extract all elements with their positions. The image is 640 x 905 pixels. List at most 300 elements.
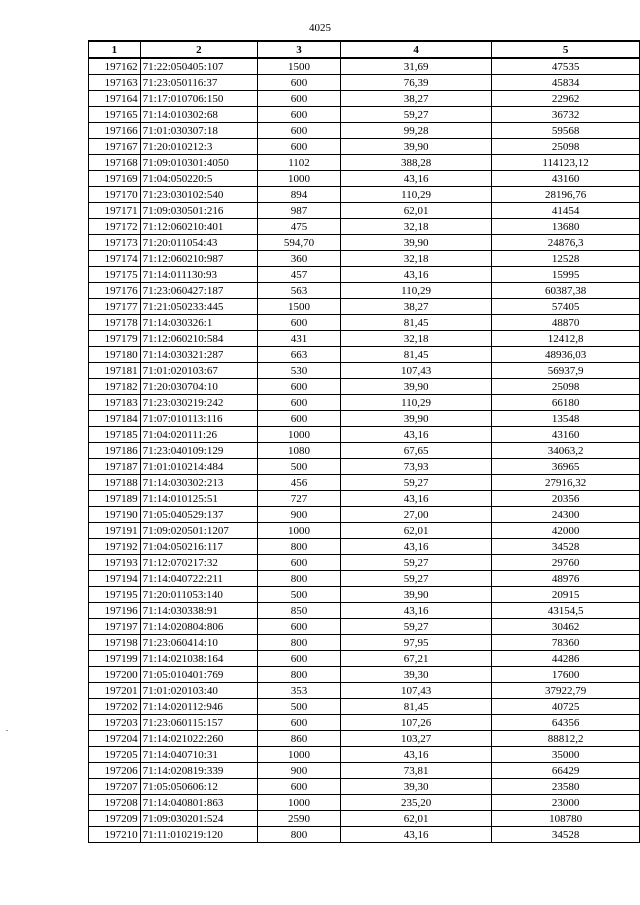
rate-cell: 107,26 [340, 715, 491, 731]
value-cell: 23000 [492, 795, 640, 811]
table-row [89, 491, 640, 507]
row-number-cell: 197179 [89, 331, 141, 347]
cadastral-number-cell: 71:17:010706:150 [140, 91, 257, 107]
value-cell: 12528 [492, 251, 640, 267]
row-number-cell: 197208 [89, 795, 141, 811]
row-number-cell: 197173 [89, 235, 141, 251]
area-cell: 1000 [258, 427, 341, 443]
table-row [89, 603, 640, 619]
row-number-cell: 197195 [89, 587, 141, 603]
area-cell: 1080 [258, 443, 341, 459]
area-cell: 663 [258, 347, 341, 363]
area-cell: 800 [258, 539, 341, 555]
table-row [89, 827, 640, 843]
value-cell: 114123,12 [492, 155, 640, 171]
cadastral-number-cell: 71:01:030307:18 [140, 123, 257, 139]
rate-cell: 107,43 [340, 363, 491, 379]
row-number-cell: 197167 [89, 139, 141, 155]
value-cell: 43160 [492, 427, 640, 443]
area-cell: 2590 [258, 811, 341, 827]
cadastral-number-cell: 71:12:060210:584 [140, 331, 257, 347]
rate-cell: 43,16 [340, 267, 491, 283]
cadastral-number-cell: 71:23:050116:37 [140, 75, 257, 91]
value-cell: 42000 [492, 523, 640, 539]
table-row [89, 251, 640, 267]
value-cell: 36732 [492, 107, 640, 123]
area-cell: 431 [258, 331, 341, 347]
row-number-cell: 197203 [89, 715, 141, 731]
rate-cell: 107,43 [340, 683, 491, 699]
value-cell: 40725 [492, 699, 640, 715]
value-cell: 66429 [492, 763, 640, 779]
row-number-cell: 197191 [89, 523, 141, 539]
value-cell: 78360 [492, 635, 640, 651]
value-cell: 12412,8 [492, 331, 640, 347]
value-cell: 29760 [492, 555, 640, 571]
cadastral-number-cell: 71:12:060210:401 [140, 219, 257, 235]
value-cell: 30462 [492, 619, 640, 635]
row-number-cell: 197172 [89, 219, 141, 235]
row-number-cell: 197209 [89, 811, 141, 827]
cadastral-number-cell: 71:20:030704:10 [140, 379, 257, 395]
cadastral-number-cell: 71:01:020103:40 [140, 683, 257, 699]
row-number-cell: 197169 [89, 171, 141, 187]
cadastral-number-cell: 71:09:030201:524 [140, 811, 257, 827]
rate-cell: 31,69 [340, 58, 491, 75]
value-cell: 64356 [492, 715, 640, 731]
table-row [89, 795, 640, 811]
value-cell: 23580 [492, 779, 640, 795]
table-row [89, 475, 640, 491]
column-header-4: 4 [340, 41, 491, 58]
table-row [89, 123, 640, 139]
cadastral-number-cell: 71:23:060427:187 [140, 283, 257, 299]
cadastral-number-cell: 71:14:010302:68 [140, 107, 257, 123]
table-row [89, 763, 640, 779]
area-cell: 500 [258, 459, 341, 475]
area-cell: 456 [258, 475, 341, 491]
table-row [89, 315, 640, 331]
area-cell: 594,70 [258, 235, 341, 251]
table-body [89, 58, 640, 843]
row-number-cell: 197175 [89, 267, 141, 283]
cadastral-number-cell: 71:04:050220:5 [140, 171, 257, 187]
row-number-cell: 197185 [89, 427, 141, 443]
value-cell: 24300 [492, 507, 640, 523]
cadastral-number-cell: 71:01:010214:484 [140, 459, 257, 475]
rate-cell: 62,01 [340, 203, 491, 219]
row-number-cell: 197181 [89, 363, 141, 379]
cadastral-number-cell: 71:20:011053:140 [140, 587, 257, 603]
cadastral-number-cell: 71:14:020804:806 [140, 619, 257, 635]
area-cell: 600 [258, 619, 341, 635]
area-cell: 900 [258, 763, 341, 779]
cadastral-number-cell: 71:14:040710:31 [140, 747, 257, 763]
registry-table [88, 40, 640, 843]
rate-cell: 97,95 [340, 635, 491, 651]
area-cell: 475 [258, 219, 341, 235]
margin-mark [6, 730, 8, 731]
table-row [89, 347, 640, 363]
row-number-cell: 197190 [89, 507, 141, 523]
rate-cell: 110,29 [340, 187, 491, 203]
value-cell: 56937,9 [492, 363, 640, 379]
value-cell: 43160 [492, 171, 640, 187]
value-cell: 47535 [492, 58, 640, 75]
cadastral-number-cell: 71:14:040722:211 [140, 571, 257, 587]
rate-cell: 39,90 [340, 379, 491, 395]
row-number-cell: 197180 [89, 347, 141, 363]
rate-cell: 110,29 [340, 283, 491, 299]
rate-cell: 43,16 [340, 603, 491, 619]
table-row [89, 507, 640, 523]
table-row [89, 427, 640, 443]
rate-cell: 59,27 [340, 619, 491, 635]
row-number-cell: 197192 [89, 539, 141, 555]
area-cell: 563 [258, 283, 341, 299]
value-cell: 13548 [492, 411, 640, 427]
rate-cell: 59,27 [340, 555, 491, 571]
area-cell: 600 [258, 315, 341, 331]
cadastral-number-cell: 71:22:050405:107 [140, 58, 257, 75]
table-row [89, 203, 640, 219]
value-cell: 34528 [492, 827, 640, 843]
area-cell: 600 [258, 395, 341, 411]
table-row [89, 651, 640, 667]
area-cell: 600 [258, 75, 341, 91]
table-row [89, 331, 640, 347]
value-cell: 20915 [492, 587, 640, 603]
row-number-cell: 197170 [89, 187, 141, 203]
area-cell: 600 [258, 411, 341, 427]
table-row [89, 667, 640, 683]
value-cell: 57405 [492, 299, 640, 315]
area-cell: 727 [258, 491, 341, 507]
rate-cell: 43,16 [340, 747, 491, 763]
cadastral-number-cell: 71:14:020819:339 [140, 763, 257, 779]
cadastral-number-cell: 71:09:010301:4050 [140, 155, 257, 171]
cadastral-number-cell: 71:14:040801:863 [140, 795, 257, 811]
cadastral-number-cell: 71:14:021022:260 [140, 731, 257, 747]
table-row [89, 587, 640, 603]
rate-cell: 39,90 [340, 235, 491, 251]
area-cell: 530 [258, 363, 341, 379]
cadastral-number-cell: 71:05:040529:137 [140, 507, 257, 523]
table-row [89, 699, 640, 715]
table-row [89, 635, 640, 651]
value-cell: 15995 [492, 267, 640, 283]
cadastral-number-cell: 71:11:010219:120 [140, 827, 257, 843]
value-cell: 24876,3 [492, 235, 640, 251]
value-cell: 43154,5 [492, 603, 640, 619]
value-cell: 108780 [492, 811, 640, 827]
rate-cell: 43,16 [340, 427, 491, 443]
value-cell: 34063,2 [492, 443, 640, 459]
table-row [89, 283, 640, 299]
page-number: 4025 [309, 22, 331, 34]
area-cell: 600 [258, 555, 341, 571]
column-header-2: 2 [140, 41, 257, 58]
row-number-cell: 197188 [89, 475, 141, 491]
rate-cell: 39,90 [340, 411, 491, 427]
header-row [89, 41, 640, 58]
value-cell: 45834 [492, 75, 640, 91]
rate-cell: 32,18 [340, 331, 491, 347]
rate-cell: 32,18 [340, 219, 491, 235]
rate-cell: 73,81 [340, 763, 491, 779]
cadastral-number-cell: 71:20:010212:3 [140, 139, 257, 155]
table-row [89, 58, 640, 75]
table-row [89, 299, 640, 315]
cadastral-number-cell: 71:23:040109:129 [140, 443, 257, 459]
rate-cell: 62,01 [340, 523, 491, 539]
cadastral-number-cell: 71:21:050233:445 [140, 299, 257, 315]
cadastral-number-cell: 71:14:020112:946 [140, 699, 257, 715]
rate-cell: 81,45 [340, 699, 491, 715]
value-cell: 22962 [492, 91, 640, 107]
table-row [89, 75, 640, 91]
rate-cell: 43,16 [340, 171, 491, 187]
rate-cell: 38,27 [340, 299, 491, 315]
cadastral-number-cell: 71:14:030321:287 [140, 347, 257, 363]
value-cell: 41454 [492, 203, 640, 219]
area-cell: 600 [258, 107, 341, 123]
table-row [89, 139, 640, 155]
area-cell: 1102 [258, 155, 341, 171]
table-row [89, 91, 640, 107]
row-number-cell: 197199 [89, 651, 141, 667]
area-cell: 1000 [258, 171, 341, 187]
row-number-cell: 197207 [89, 779, 141, 795]
area-cell: 353 [258, 683, 341, 699]
cadastral-number-cell: 71:07:010113:116 [140, 411, 257, 427]
area-cell: 1000 [258, 795, 341, 811]
area-cell: 500 [258, 587, 341, 603]
row-number-cell: 197210 [89, 827, 141, 843]
table-row [89, 571, 640, 587]
row-number-cell: 197189 [89, 491, 141, 507]
row-number-cell: 197165 [89, 107, 141, 123]
area-cell: 1000 [258, 747, 341, 763]
area-cell: 900 [258, 507, 341, 523]
rate-cell: 43,16 [340, 827, 491, 843]
row-number-cell: 197198 [89, 635, 141, 651]
value-cell: 35000 [492, 747, 640, 763]
area-cell: 1500 [258, 58, 341, 75]
area-cell: 600 [258, 651, 341, 667]
column-header-5: 5 [492, 41, 640, 58]
row-number-cell: 197196 [89, 603, 141, 619]
cadastral-number-cell: 71:14:021038:164 [140, 651, 257, 667]
cadastral-number-cell: 71:23:030219:242 [140, 395, 257, 411]
area-cell: 600 [258, 715, 341, 731]
table-row [89, 683, 640, 699]
rate-cell: 62,01 [340, 811, 491, 827]
area-cell: 600 [258, 123, 341, 139]
value-cell: 48870 [492, 315, 640, 331]
table-row [89, 219, 640, 235]
column-header-1: 1 [89, 41, 141, 58]
rate-cell: 39,30 [340, 667, 491, 683]
value-cell: 37922,79 [492, 683, 640, 699]
table-row [89, 715, 640, 731]
row-number-cell: 197202 [89, 699, 141, 715]
value-cell: 25098 [492, 139, 640, 155]
row-number-cell: 197184 [89, 411, 141, 427]
table-row [89, 155, 640, 171]
row-number-cell: 197193 [89, 555, 141, 571]
area-cell: 894 [258, 187, 341, 203]
table-row [89, 779, 640, 795]
rate-cell: 235,20 [340, 795, 491, 811]
table-row [89, 539, 640, 555]
table-row [89, 459, 640, 475]
row-number-cell: 197186 [89, 443, 141, 459]
area-cell: 800 [258, 667, 341, 683]
area-cell: 600 [258, 379, 341, 395]
cadastral-number-cell: 71:05:050606:12 [140, 779, 257, 795]
table-row [89, 411, 640, 427]
row-number-cell: 197168 [89, 155, 141, 171]
area-cell: 457 [258, 267, 341, 283]
rate-cell: 39,30 [340, 779, 491, 795]
cadastral-number-cell: 71:12:060210:987 [140, 251, 257, 267]
value-cell: 27916,32 [492, 475, 640, 491]
area-cell: 600 [258, 779, 341, 795]
rate-cell: 73,93 [340, 459, 491, 475]
rate-cell: 99,28 [340, 123, 491, 139]
value-cell: 44286 [492, 651, 640, 667]
area-cell: 987 [258, 203, 341, 219]
rate-cell: 110,29 [340, 395, 491, 411]
cadastral-number-cell: 71:14:010125:51 [140, 491, 257, 507]
value-cell: 17600 [492, 667, 640, 683]
table-row [89, 747, 640, 763]
table-row [89, 811, 640, 827]
area-cell: 1500 [258, 299, 341, 315]
row-number-cell: 197182 [89, 379, 141, 395]
value-cell: 34528 [492, 539, 640, 555]
rate-cell: 59,27 [340, 475, 491, 491]
row-number-cell: 197187 [89, 459, 141, 475]
row-number-cell: 197206 [89, 763, 141, 779]
row-number-cell: 197194 [89, 571, 141, 587]
area-cell: 800 [258, 571, 341, 587]
rate-cell: 43,16 [340, 539, 491, 555]
cadastral-number-cell: 71:23:060414:10 [140, 635, 257, 651]
row-number-cell: 197166 [89, 123, 141, 139]
rate-cell: 388,28 [340, 155, 491, 171]
value-cell: 48936,03 [492, 347, 640, 363]
rate-cell: 76,39 [340, 75, 491, 91]
row-number-cell: 197163 [89, 75, 141, 91]
table-row [89, 619, 640, 635]
cadastral-number-cell: 71:01:020103:67 [140, 363, 257, 379]
area-cell: 800 [258, 635, 341, 651]
value-cell: 48976 [492, 571, 640, 587]
table-row [89, 555, 640, 571]
table-row [89, 443, 640, 459]
rate-cell: 59,27 [340, 107, 491, 123]
area-cell: 600 [258, 91, 341, 107]
area-cell: 360 [258, 251, 341, 267]
area-cell: 500 [258, 699, 341, 715]
value-cell: 13680 [492, 219, 640, 235]
rate-cell: 39,90 [340, 587, 491, 603]
cadastral-number-cell: 71:20:011054:43 [140, 235, 257, 251]
cadastral-number-cell: 71:04:050216:117 [140, 539, 257, 555]
rate-cell: 59,27 [340, 571, 491, 587]
cadastral-number-cell: 71:14:030338:91 [140, 603, 257, 619]
rate-cell: 67,21 [340, 651, 491, 667]
table-row [89, 731, 640, 747]
row-number-cell: 197183 [89, 395, 141, 411]
table-row [89, 171, 640, 187]
table-row [89, 107, 640, 123]
column-header-3: 3 [258, 41, 341, 58]
cadastral-number-cell: 71:14:030326:1 [140, 315, 257, 331]
row-number-cell: 197177 [89, 299, 141, 315]
rate-cell: 38,27 [340, 91, 491, 107]
row-number-cell: 197174 [89, 251, 141, 267]
row-number-cell: 197164 [89, 91, 141, 107]
table-row [89, 187, 640, 203]
cadastral-number-cell: 71:14:030302:213 [140, 475, 257, 491]
value-cell: 88812,2 [492, 731, 640, 747]
table-row [89, 267, 640, 283]
cadastral-number-cell: 71:04:020111:26 [140, 427, 257, 443]
table-row [89, 395, 640, 411]
value-cell: 59568 [492, 123, 640, 139]
area-cell: 1000 [258, 523, 341, 539]
area-cell: 850 [258, 603, 341, 619]
row-number-cell: 197204 [89, 731, 141, 747]
row-number-cell: 197171 [89, 203, 141, 219]
row-number-cell: 197200 [89, 667, 141, 683]
value-cell: 25098 [492, 379, 640, 395]
table-row [89, 363, 640, 379]
rate-cell: 32,18 [340, 251, 491, 267]
rate-cell: 39,90 [340, 139, 491, 155]
table-row [89, 235, 640, 251]
rate-cell: 43,16 [340, 491, 491, 507]
rate-cell: 27,00 [340, 507, 491, 523]
cadastral-number-cell: 71:23:030102:540 [140, 187, 257, 203]
cadastral-number-cell: 71:05:010401:769 [140, 667, 257, 683]
row-number-cell: 197162 [89, 58, 141, 75]
area-cell: 600 [258, 139, 341, 155]
rate-cell: 103,27 [340, 731, 491, 747]
table-row [89, 379, 640, 395]
cadastral-number-cell: 71:14:011130:93 [140, 267, 257, 283]
value-cell: 66180 [492, 395, 640, 411]
value-cell: 20356 [492, 491, 640, 507]
rate-cell: 81,45 [340, 315, 491, 331]
cadastral-number-cell: 71:09:020501:1207 [140, 523, 257, 539]
cadastral-number-cell: 71:23:060115:157 [140, 715, 257, 731]
area-cell: 860 [258, 731, 341, 747]
row-number-cell: 197197 [89, 619, 141, 635]
row-number-cell: 197176 [89, 283, 141, 299]
cadastral-number-cell: 71:12:070217:32 [140, 555, 257, 571]
value-cell: 36965 [492, 459, 640, 475]
row-number-cell: 197201 [89, 683, 141, 699]
area-cell: 800 [258, 827, 341, 843]
table-row [89, 523, 640, 539]
rate-cell: 81,45 [340, 347, 491, 363]
value-cell: 28196,76 [492, 187, 640, 203]
value-cell: 60387,38 [492, 283, 640, 299]
